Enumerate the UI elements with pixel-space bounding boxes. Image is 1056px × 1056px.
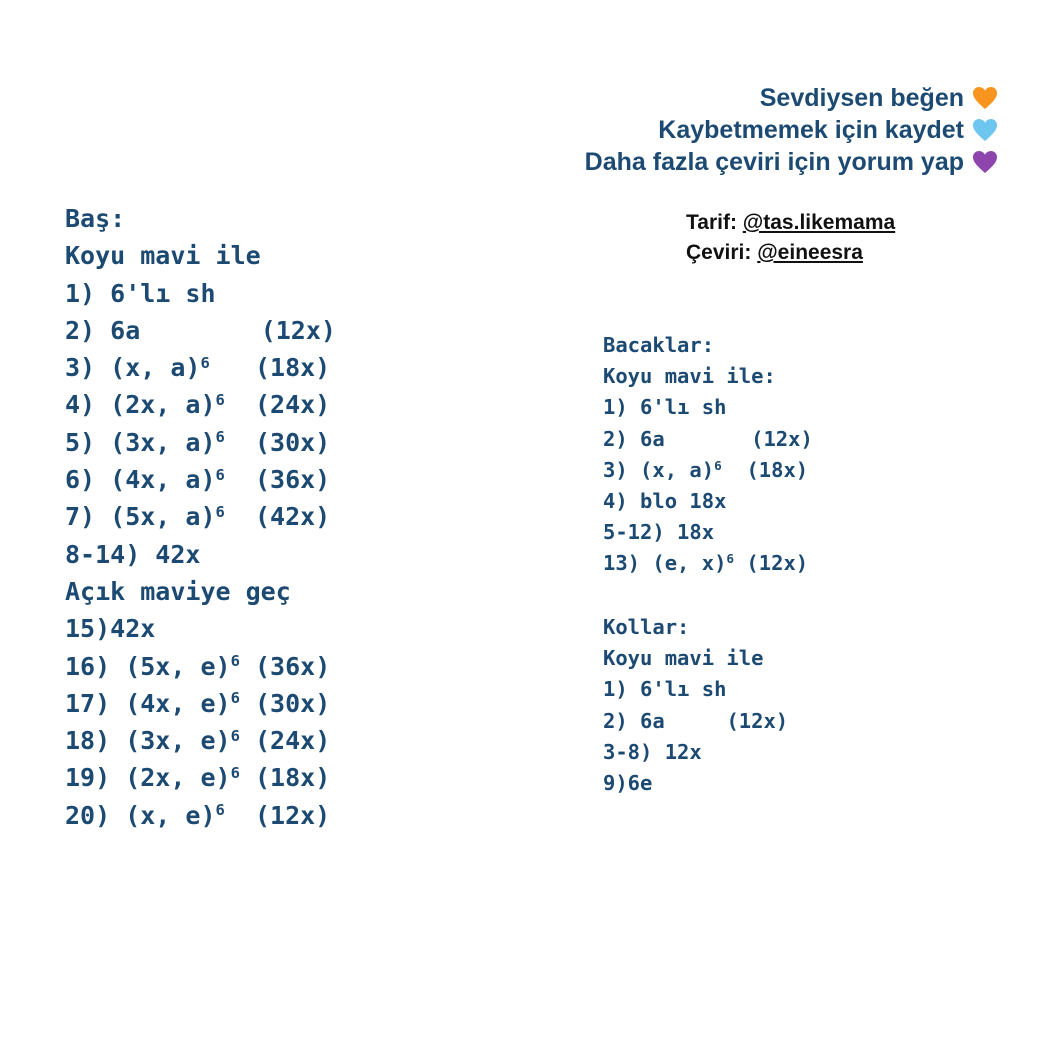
pattern-row	[603, 706, 788, 737]
recipe-handle-link[interactable]: @tas.likemama	[742, 211, 896, 234]
pattern-row	[603, 737, 788, 768]
legs-rows	[603, 392, 813, 579]
row-stitch-count: (36x)	[254, 651, 331, 681]
arms-title: Kollar:	[603, 615, 690, 639]
row-stitch-count: (18x)	[254, 763, 331, 793]
pattern-row	[65, 648, 336, 685]
row-stitch-count: (36x)	[254, 465, 331, 495]
pattern-row	[65, 685, 336, 722]
translation-handle-link[interactable]: @eineesra	[757, 241, 863, 264]
row-stitch-count: (42x)	[254, 502, 331, 532]
head-rows-2	[65, 610, 336, 834]
row-repeat-superscript: 6	[215, 390, 225, 409]
pattern-row	[603, 548, 813, 579]
row-stitch-count: (12x)	[751, 426, 813, 451]
row-step: 3-8) 12x	[603, 739, 702, 764]
row-step: 9)6e	[603, 770, 653, 795]
pattern-row	[65, 349, 336, 386]
head-rows	[65, 275, 336, 573]
row-step: 18) (3x, e)	[65, 726, 231, 756]
pattern-row	[65, 536, 336, 573]
row-repeat-superscript: 6	[230, 726, 240, 745]
pattern-row	[603, 517, 813, 548]
row-step: 1) 6'lı sh	[65, 278, 216, 308]
row-step: 16) (5x, e)	[65, 651, 231, 681]
comment-line	[585, 146, 998, 178]
light-blue-heart-shape	[973, 119, 997, 141]
pattern-row	[65, 610, 336, 647]
pattern-row	[65, 722, 336, 759]
call-to-action	[585, 82, 998, 178]
row-step: 8-14) 42x	[65, 539, 201, 569]
pattern-row	[65, 797, 336, 834]
recipe-label: Tarif:	[686, 211, 743, 234]
arms-color-note: Koyu mavi ile	[603, 646, 764, 671]
arms-rows	[603, 674, 788, 799]
purple-heart-icon	[972, 150, 998, 174]
row-step: 3) (x, a)	[65, 353, 201, 383]
row-step: 7) (5x, a)	[65, 502, 216, 532]
row-repeat-superscript: 6	[215, 801, 225, 820]
row-step: 19) (2x, e)	[65, 763, 231, 793]
like-text: Sevdiysen beğen	[759, 84, 964, 112]
pattern-row	[603, 486, 813, 517]
orange-heart-icon	[972, 86, 998, 110]
row-stitch-count: (30x)	[254, 427, 331, 457]
row-step: 4) blo 18x	[603, 488, 727, 513]
row-step: 15)42x	[65, 614, 156, 644]
arms-section	[603, 612, 788, 799]
pattern-row	[603, 674, 788, 705]
row-step: 13) (e, x)	[603, 551, 727, 576]
pattern-row	[603, 424, 813, 455]
orange-heart-shape	[973, 87, 997, 109]
pattern-row	[603, 392, 813, 423]
row-step: 2) 6a	[603, 708, 665, 733]
row-repeat-superscript: 6	[230, 763, 240, 782]
legs-title: Bacaklar:	[603, 333, 715, 357]
pattern-row	[65, 386, 336, 423]
row-repeat-superscript: 6	[714, 457, 722, 473]
row-repeat-superscript: 6	[200, 353, 210, 372]
legs-section	[603, 330, 813, 580]
pattern-row	[603, 455, 813, 486]
pattern-row	[65, 275, 336, 312]
row-repeat-superscript: 6	[215, 502, 225, 521]
head-section	[65, 200, 336, 834]
pattern-row	[65, 759, 336, 796]
head-title: Baş:	[65, 204, 126, 233]
pattern-row	[65, 498, 336, 535]
row-stitch-count: (18x)	[746, 457, 809, 482]
light-blue-heart-icon	[972, 118, 998, 142]
recipe-credit	[686, 208, 895, 238]
row-step: 2) 6a	[65, 315, 141, 345]
row-stitch-count: (18x)	[254, 353, 331, 383]
comment-text: Daha fazla çeviri için yorum yap	[584, 148, 964, 176]
row-stitch-count: (12x)	[254, 800, 331, 830]
row-step: 6) (4x, a)	[65, 465, 216, 495]
translation-credit	[686, 238, 895, 268]
row-stitch-count: (24x)	[254, 390, 331, 420]
row-stitch-count: (12x)	[260, 315, 336, 345]
row-stitch-count: (24x)	[254, 726, 331, 756]
pattern-row	[65, 424, 336, 461]
row-step: 4) (2x, a)	[65, 390, 216, 420]
head-color-note: Koyu mavi ile	[65, 241, 261, 271]
row-step: 1) 6'lı sh	[603, 395, 727, 420]
row-step: 2) 6a	[603, 426, 665, 451]
pattern-row	[603, 768, 788, 799]
row-repeat-superscript: 6	[230, 689, 240, 708]
row-repeat-superscript: 6	[230, 652, 240, 671]
row-stitch-count: (30x)	[254, 688, 331, 718]
row-step: 5-12) 18x	[603, 520, 715, 545]
row-repeat-superscript: 6	[215, 465, 225, 484]
row-step: 20) (x, e)	[65, 800, 216, 830]
row-step: 5) (3x, a)	[65, 427, 216, 457]
row-step: 17) (4x, e)	[65, 688, 231, 718]
pattern-row	[65, 461, 336, 498]
row-stitch-count: (12x)	[746, 551, 809, 576]
row-step: 1) 6'lı sh	[603, 677, 727, 702]
credits	[686, 208, 895, 268]
save-line	[585, 114, 998, 146]
like-line	[585, 82, 998, 114]
translation-label: Çeviri:	[686, 241, 758, 264]
row-repeat-superscript: 6	[215, 428, 225, 447]
row-repeat-superscript: 6	[726, 551, 735, 567]
legs-color-note: Koyu mavi ile:	[603, 364, 776, 389]
pattern-row	[65, 312, 336, 349]
row-step: 3) (x, a)	[603, 457, 715, 482]
save-text: Kaybetmemek için kaydet	[658, 116, 964, 144]
purple-heart-shape	[973, 151, 997, 173]
row-stitch-count: (12x)	[726, 708, 789, 733]
head-switch-note: Açık maviye geç	[65, 576, 291, 606]
